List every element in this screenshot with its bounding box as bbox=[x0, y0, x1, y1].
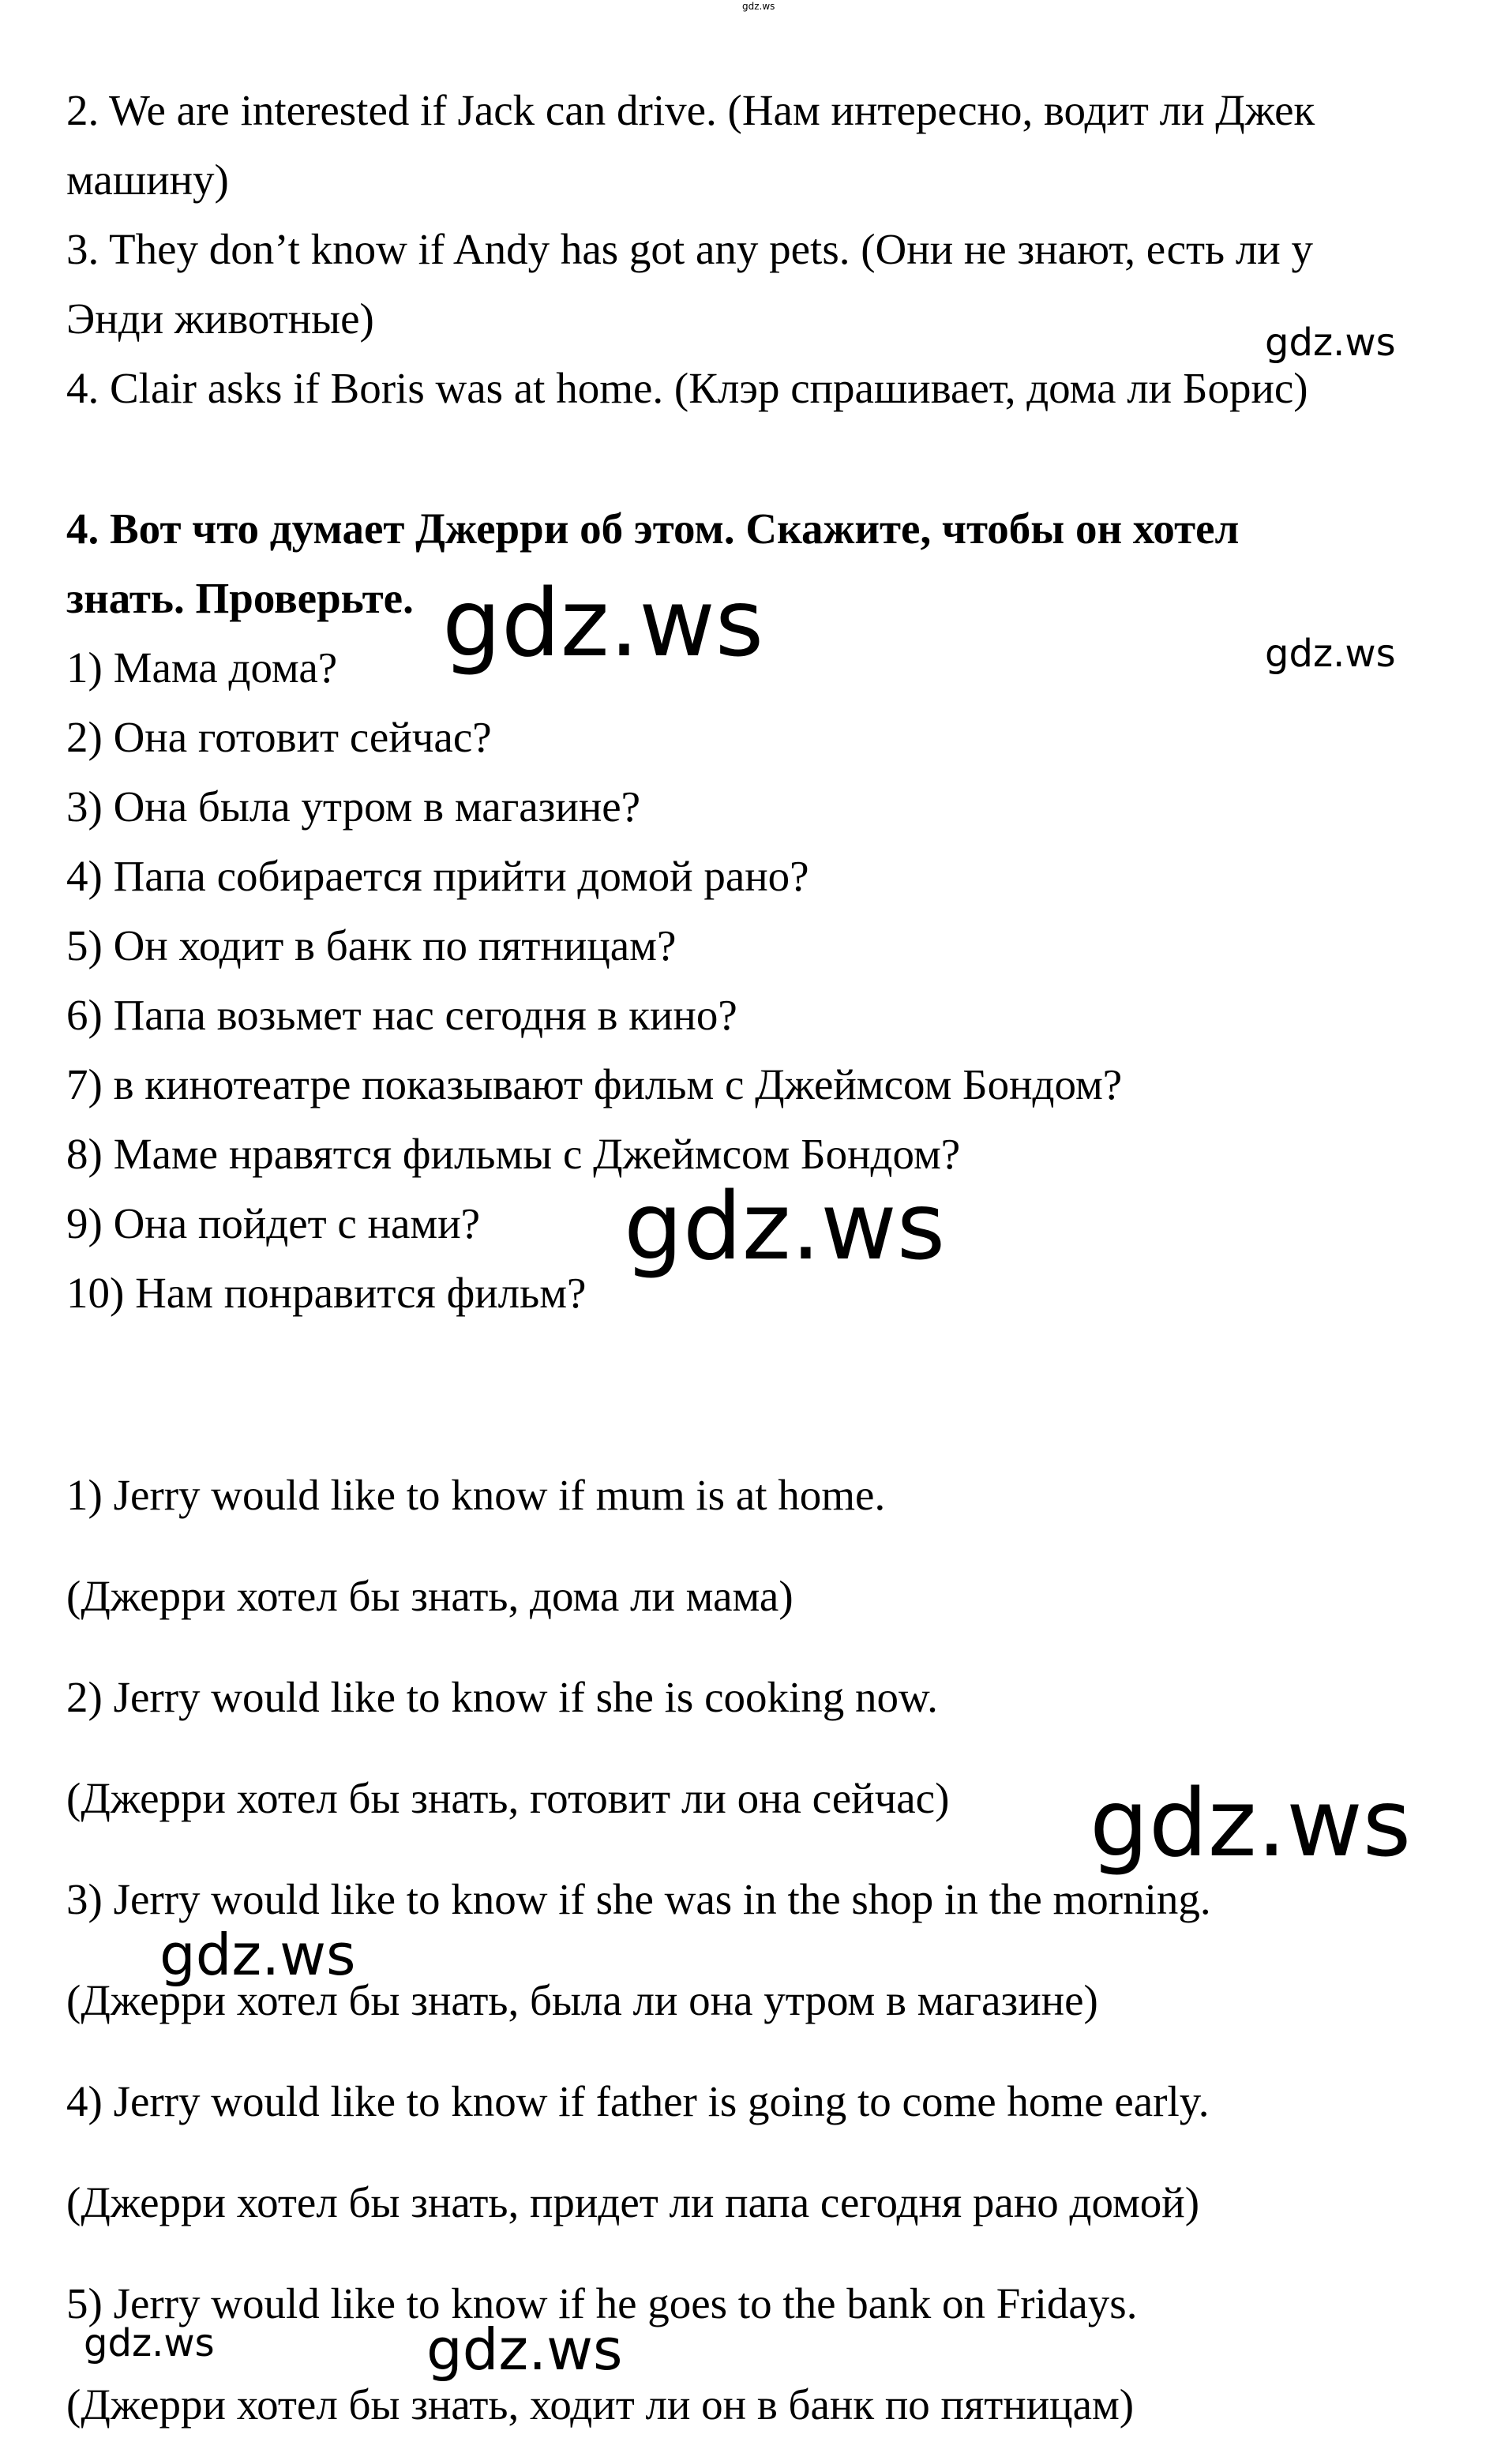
answer-line: 3) Jerry would like to know if she was in the shop in the morning. bbox=[66, 1875, 1211, 1923]
exercise-heading: 4. Вот что думает Джерри об этом. Скажите, чтобы он хотел bbox=[66, 504, 1240, 553]
text-line: 4. Clair asks if Boris was at home. (Клэр спрашивает, дома ли Борис) bbox=[66, 364, 1308, 412]
watermark: gdz.ws bbox=[742, 1, 775, 12]
answer-translation: (Джерри хотел бы знать, была ли она утром в магазине) bbox=[66, 1976, 1098, 2024]
text-line: 3. They don’t know if Andy has got any pets. (Они не знают, есть ли у bbox=[66, 225, 1313, 273]
text-line: машину) bbox=[66, 156, 229, 204]
question-item: 10) Нам понравится фильм? bbox=[66, 1269, 587, 1317]
question-item: 9) Она пойдет с нами? bbox=[66, 1199, 481, 1247]
watermark: gdz.ws bbox=[624, 1172, 946, 1281]
answer-line: 5) Jerry would like to know if he goes to the bank on Fridays. bbox=[66, 2279, 1138, 2327]
text-line: 2. We are interested if Jack can drive. (Нам интересно, водит ли Джек bbox=[66, 86, 1315, 134]
answer-translation: (Джерри хотел бы знать, придет ли папа сегодня рано домой) bbox=[66, 2178, 1200, 2226]
answer-translation: (Джерри хотел бы знать, дома ли мама) bbox=[66, 1572, 794, 1620]
answer-translation: (Джерри хотел бы знать, ходит ли он в банк по пятницам) bbox=[66, 2380, 1135, 2429]
text-line: Энди животные) bbox=[66, 294, 374, 343]
watermark: gdz.ws bbox=[159, 1922, 356, 1988]
question-item: 3) Она была утром в магазине? bbox=[66, 782, 641, 831]
watermark: gdz.ws bbox=[426, 2316, 623, 2383]
question-item: 1) Мама дома? bbox=[66, 643, 338, 692]
watermark: gdz.ws bbox=[1265, 632, 1396, 676]
watermark: gdz.ws bbox=[1265, 321, 1396, 365]
question-item: 6) Папа возьмет нас сегодня в кино? bbox=[66, 991, 737, 1039]
question-item: 8) Маме нравятся фильмы с Джеймсом Бондом? bbox=[66, 1130, 961, 1178]
watermark: gdz.ws bbox=[84, 2321, 215, 2365]
exercise-heading: знать. Проверьте. bbox=[66, 574, 414, 622]
answer-line: 4) Jerry would like to know if father is going to come home early. bbox=[66, 2077, 1210, 2125]
answer-line: 2) Jerry would like to know if she is cooking now. bbox=[66, 1673, 938, 1721]
question-item: 5) Он ходит в банк по пятницам? bbox=[66, 921, 677, 970]
question-item: 4) Папа собирается прийти домой рано? bbox=[66, 852, 809, 900]
question-item: 7) в кинотеатре показывают фильм с Джеймсом Бондом? bbox=[66, 1060, 1123, 1108]
watermark: gdz.ws bbox=[1090, 1768, 1412, 1877]
answer-translation: (Джерри хотел бы знать, готовит ли она сейчас) bbox=[66, 1774, 950, 1822]
question-item: 2) Она готовит сейчас? bbox=[66, 713, 492, 761]
answer-line: 1) Jerry would like to know if mum is at home. bbox=[66, 1471, 886, 1519]
watermark: gdz.ws bbox=[442, 568, 764, 677]
